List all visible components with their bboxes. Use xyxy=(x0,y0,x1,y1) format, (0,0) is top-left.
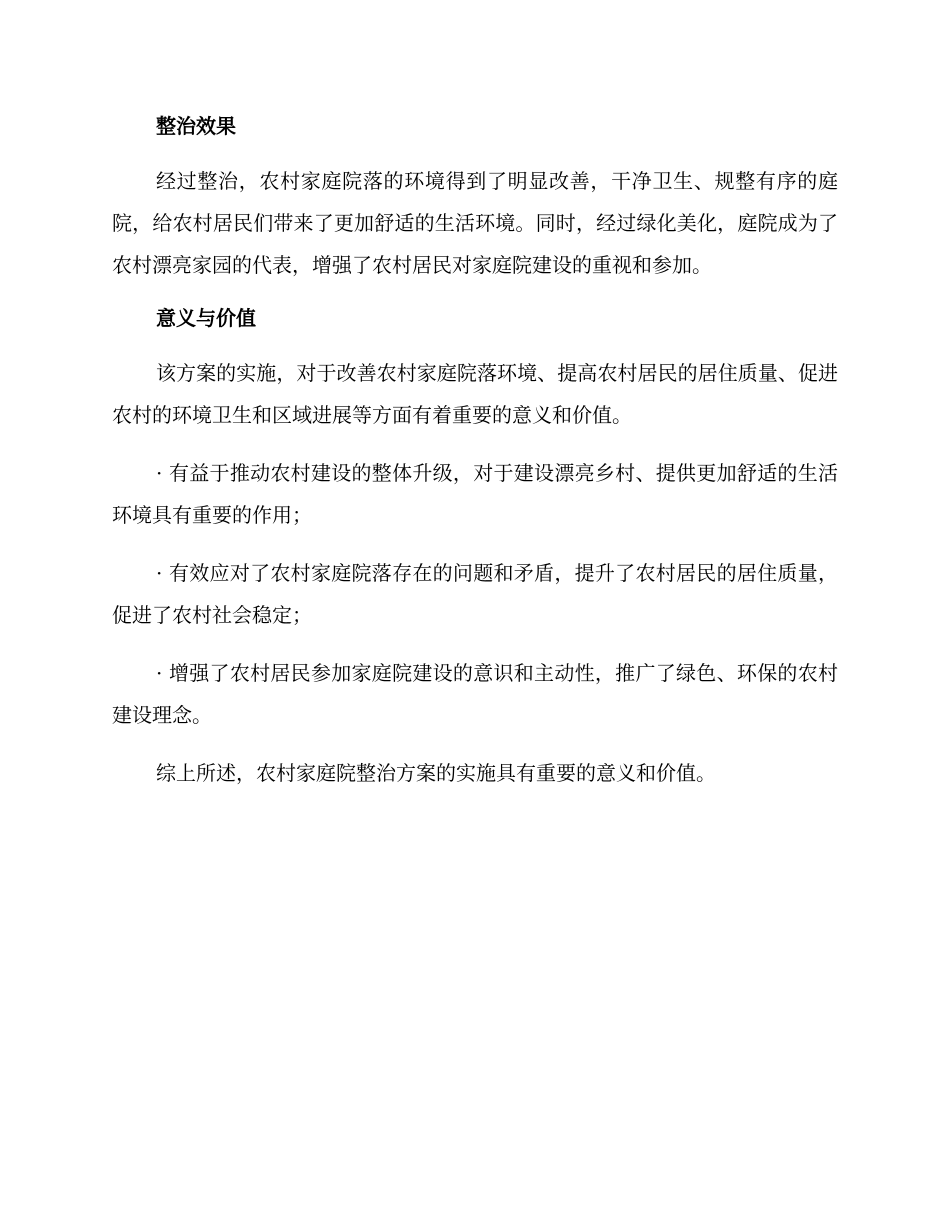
bullet-paragraph: · 有益于推动农村建设的整体升级，对于建设漂亮乡村、提供更加舒适的生活环境具有重要的作用； xyxy=(112,461,838,527)
bullet-paragraph: · 有效应对了农村家庭院落存在的问题和矛盾，提升了农村居民的居住质量，促进了农村社会稳定； xyxy=(112,561,838,627)
bullet-paragraph: · 增强了农村居民参加家庭院建设的意识和主动性，推广了绿色、环保的农村建设理念。 xyxy=(112,661,838,727)
section-heading: 意义与价值 xyxy=(156,306,256,330)
section-effect xyxy=(112,110,838,286)
paragraph: 该方案的实施，对于改善农村家庭院落环境、提高农村居民的居住质量、促进农村的环境卫生和区域进展等方面有着重要的意义和价值。 xyxy=(112,361,838,427)
section-significance xyxy=(112,302,838,794)
conclusion-paragraph: 综上所述，农村家庭院整治方案的实施具有重要的意义和价值。 xyxy=(156,761,716,785)
paragraph: 经过整治，农村家庭院落的环境得到了明显改善，干净卫生、规整有序的庭院，给农村居民们带来了更加舒适的生活环境。同时，经过绿化美化，庭院成为了农村漂亮家园的代表，增强了农村居民对家庭院建设的重视和参加。 xyxy=(112,169,838,277)
section-heading: 整治效果 xyxy=(156,114,236,138)
